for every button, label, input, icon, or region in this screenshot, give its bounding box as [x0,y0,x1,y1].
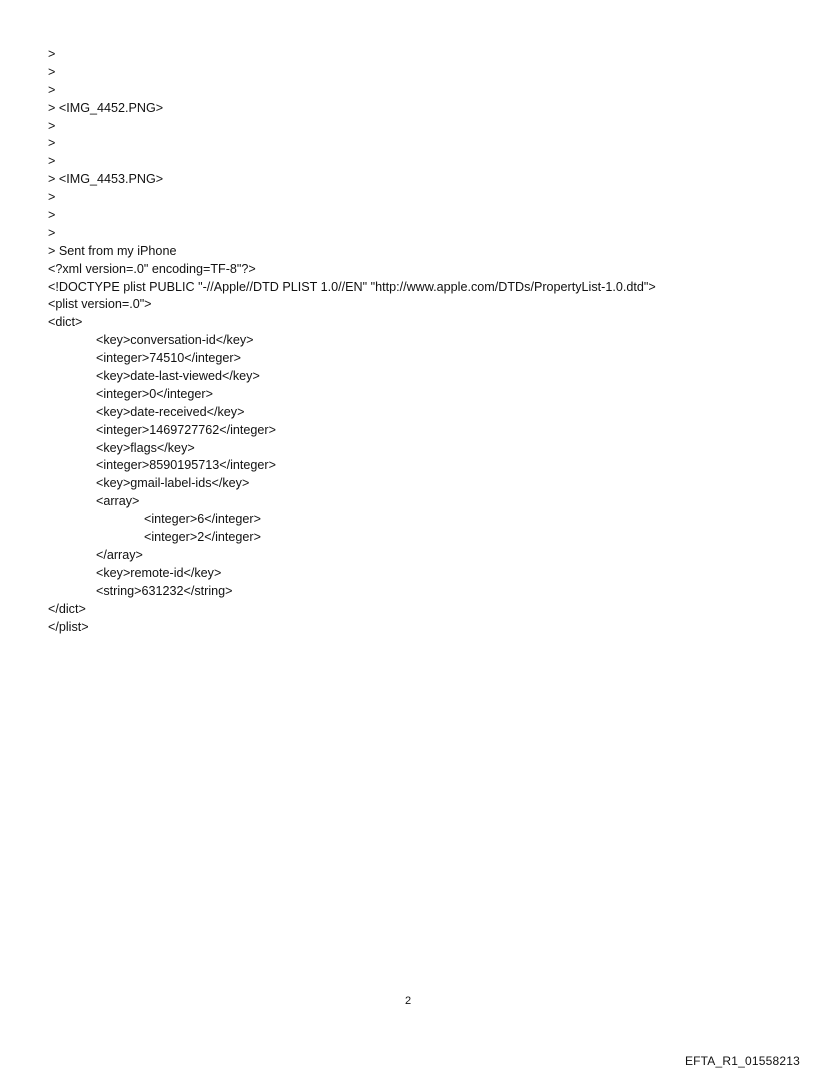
quote-line: > [48,118,56,133]
quote-line: > [48,190,56,205]
doctype-line: <!DOCTYPE plist PUBLIC "-//Apple//DTD PLIST 1.0//EN" "http://www.apple.com/DTDs/PropertyList-1.0.dtd"> [48,279,656,294]
plist-key: <key>date-received</key> [96,404,245,419]
plist-key: <key>conversation-id</key> [96,333,254,348]
attachment-line: > <IMG_4453.PNG> [48,172,164,187]
dict-open: <dict> [48,315,83,330]
plist-value: <integer>74510</integer> [96,351,241,366]
plist-key: <key>gmail-label-ids</key> [96,476,250,491]
quote-line: > [48,82,56,97]
plist-close: </plist> [48,619,89,634]
attachment-line: > <IMG_4452.PNG> [48,100,164,115]
plist-open: <plist version=.0"> [48,297,152,312]
document-body [48,46,788,636]
array-item: <integer>2</integer> [144,530,261,545]
plist-value: <string>631232</string> [96,583,233,598]
array-close: </array> [96,547,143,562]
plist-key: <key>flags</key> [96,440,195,455]
xml-declaration: <?xml version=.0" encoding=TF-8"?> [48,261,256,276]
plist-value: <integer>8590195713</integer> [96,458,276,473]
page-number: 2 [404,995,412,1007]
quote-line: > [48,136,56,151]
bates-number: EFTA_R1_01558213 [684,1054,800,1068]
quote-line: > [48,47,56,61]
plist-value: <integer>0</integer> [96,386,213,401]
dict-close: </dict> [48,601,86,616]
quote-line: > [48,208,56,223]
plist-key: <key>remote-id</key> [96,565,222,580]
array-item: <integer>6</integer> [144,512,261,527]
quote-line: > [48,154,56,169]
plist-value: <integer>1469727762</integer> [96,422,276,437]
quote-line: > [48,64,56,79]
signature-line: > Sent from my iPhone [48,243,177,258]
quote-line: > [48,225,56,240]
plist-key: <key>date-last-viewed</key> [96,369,260,384]
array-open: <array> [96,494,140,509]
